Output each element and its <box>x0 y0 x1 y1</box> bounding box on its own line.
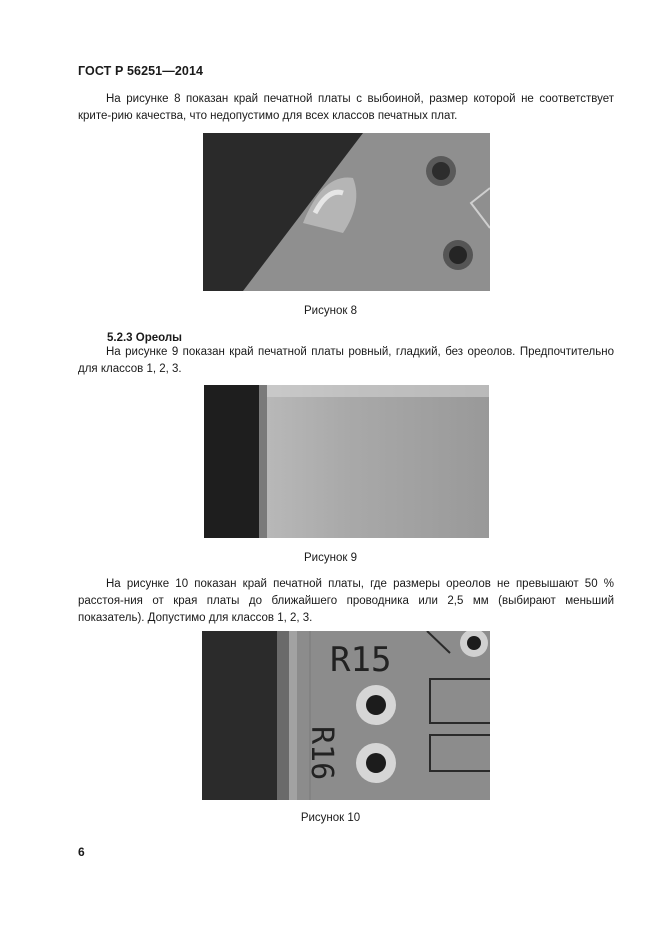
figure-9-caption: Рисунок 9 <box>304 552 357 564</box>
figure-10-photo <box>202 631 490 800</box>
paragraph-figure-9 <box>78 344 614 378</box>
paragraph-figure-8-text: На рисунке 8 показан край печатной платы с выбоиной, размер которой не соответствует крите-рию качества, что недопустимо для всех классов печатных плат. <box>78 93 614 122</box>
silkscreen-label-r15: R15 <box>330 640 392 680</box>
paragraph-figure-10-text: На рисунке 10 показан край печатной платы, где размеры ореолов не превышают 50 % расстоя-ния от края платы до ближайшего проводника или 2,5 мм (выбирают меньший показатель). Допустимо для классов 1, 2, 3. <box>78 578 614 624</box>
paragraph-figure-10 <box>78 576 614 627</box>
figure-8-photo <box>203 133 490 291</box>
paragraph-figure-8 <box>78 91 614 125</box>
document-header: ГОСТ Р 56251—2014 <box>78 64 204 78</box>
section-heading: 5.2.3 Ореолы <box>107 332 183 344</box>
paragraph-figure-9-text: На рисунке 9 показан край печатной платы ровный, гладкий, без ореолов. Предпочтительно для классов 1, 2, 3. <box>78 346 614 375</box>
silkscreen-label-r16: R16 <box>304 726 339 781</box>
figure-8-caption: Рисунок 8 <box>304 305 357 317</box>
figure-10-caption: Рисунок 10 <box>300 812 361 824</box>
page-number: 6 <box>78 845 85 859</box>
figure-9-photo <box>204 385 489 538</box>
